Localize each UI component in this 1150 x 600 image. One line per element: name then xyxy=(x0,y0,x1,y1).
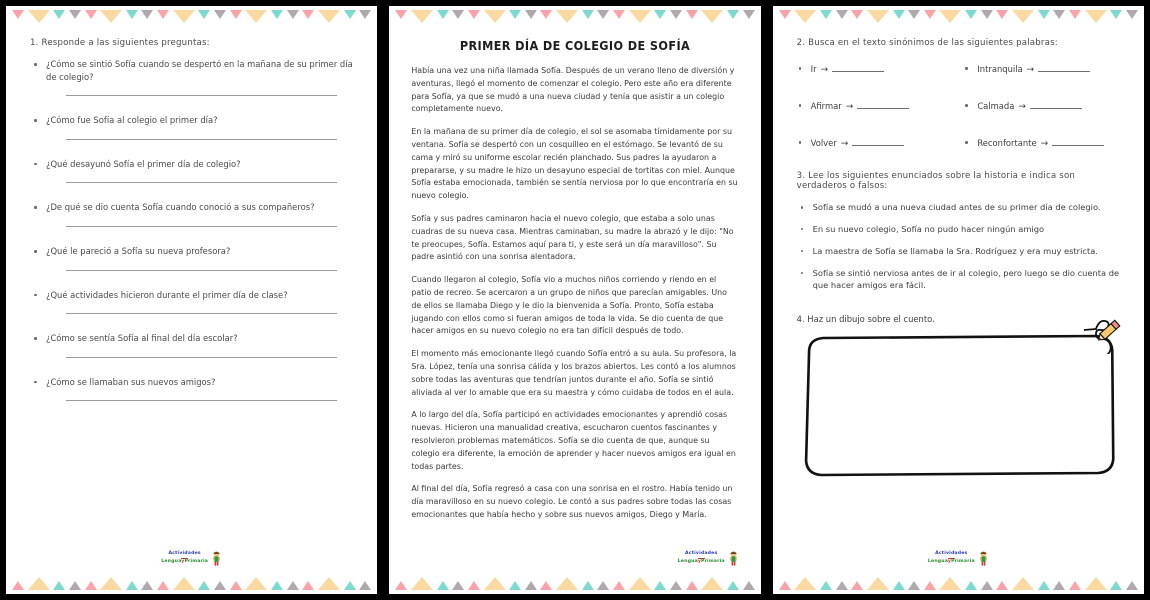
drawing-heading: 4. Haz un dibujo sobre el cuento. xyxy=(796,314,935,325)
bunting-triangle xyxy=(525,581,537,590)
bunting-triangle xyxy=(629,10,651,23)
story-paragraph: Al final del día, Sofía regresó a casa con una sonrisa en el rostro. Había tenido un día maravilloso en su nuevo colegio. Le contó a sus padres sobre todas las cosas emocionantes que había hecho y sobre sus nuevos amigos, Diego y María. xyxy=(411,484,733,519)
bunting-triangle xyxy=(597,10,609,19)
synonyms-grid xyxy=(795,62,1122,149)
synonym-row xyxy=(795,62,956,75)
answer-line[interactable] xyxy=(66,182,337,183)
logo-word-lengua: Lengua xyxy=(927,559,948,565)
list-item[interactable]: La maestra de Sofía se llamaba la Sra. Rodríguez y era muy estricta. xyxy=(795,245,1122,258)
bunting-bottom xyxy=(773,570,1144,594)
page-2-story xyxy=(389,6,760,594)
bunting-triangle xyxy=(69,581,81,590)
bunting-triangle xyxy=(100,10,122,23)
synonym-row xyxy=(795,99,956,112)
logo-text xyxy=(161,552,208,565)
bunting-triangle xyxy=(53,10,65,19)
footer-logo xyxy=(389,551,760,566)
bunting-triangle xyxy=(1012,10,1034,23)
bunting-triangle xyxy=(981,581,993,590)
question-text: ¿Qué le pareció a Sofía su nueva profesora? xyxy=(46,246,231,257)
bunting-triangle xyxy=(686,10,698,19)
bunting-triangle xyxy=(245,10,267,23)
list-item xyxy=(28,158,355,184)
synonym-word: Calmada xyxy=(977,101,1015,111)
synonym-word: Intranquila xyxy=(977,64,1023,74)
question-text: ¿Cómo fue Sofía al colegio el primer día? xyxy=(46,115,218,126)
bunting-triangle xyxy=(779,10,791,19)
bunting-triangle xyxy=(686,581,698,590)
bunting-triangle xyxy=(452,581,464,590)
bunting-triangle xyxy=(556,10,578,23)
bunting-triangle xyxy=(525,10,537,19)
bunting-triangle xyxy=(836,581,848,590)
bunting-triangle xyxy=(654,581,666,590)
arrow-icon: → xyxy=(840,139,849,149)
bunting-triangle xyxy=(701,10,723,23)
list-item xyxy=(28,58,355,96)
bunting-triangle xyxy=(100,577,122,590)
bunting-triangle xyxy=(157,10,169,19)
bunting-triangle xyxy=(670,10,682,19)
synonym-row xyxy=(961,62,1122,75)
logo-word-y: y xyxy=(697,559,702,565)
bunting-triangle xyxy=(540,10,552,19)
bunting-triangle xyxy=(318,10,340,23)
bunting-triangle xyxy=(981,10,993,19)
question-text: ¿Cómo se llamaban sus nuevos amigos? xyxy=(46,376,216,387)
answer-line[interactable] xyxy=(66,313,337,314)
bunting-triangle xyxy=(12,10,24,19)
synonym-row xyxy=(961,136,1122,149)
list-item xyxy=(28,376,355,402)
bunting-triangle xyxy=(12,581,24,590)
bunting-triangle xyxy=(126,10,138,19)
logo-word-primaria: Primaria xyxy=(184,559,209,565)
bunting-triangle xyxy=(1085,10,1107,23)
bunting-triangle xyxy=(794,577,816,590)
synonym-word: Afirmar xyxy=(810,101,842,111)
bunting-triangle xyxy=(287,10,299,19)
question-text: ¿Qué actividades hicieron durante el primer día de clase? xyxy=(46,289,288,300)
bunting-triangle xyxy=(437,581,449,590)
logo-word-primaria: Primaria xyxy=(701,559,725,565)
logo-word-y: y xyxy=(181,559,185,565)
synonyms-heading: 2. Busca en el texto sinónimos de las siguientes palabras: xyxy=(796,38,1058,48)
logo-line-2 xyxy=(928,560,975,565)
logo-divider xyxy=(181,558,188,560)
bunting-triangle xyxy=(851,10,863,19)
synonym-word: Reconfortante xyxy=(977,138,1037,148)
answer-line[interactable] xyxy=(66,139,337,140)
bunting-triangle xyxy=(157,581,169,590)
drawing-area[interactable] xyxy=(797,330,1120,480)
bunting-triangle xyxy=(395,10,407,19)
list-item xyxy=(28,289,355,315)
drawing-box[interactable] xyxy=(797,330,1120,480)
synonym-input[interactable] xyxy=(857,99,909,109)
bunting-bottom xyxy=(389,570,760,594)
bunting-triangle xyxy=(597,581,609,590)
story-paragraph: El momento más emocionante llegó cuando Sofía entró a su aula. Su profesora, la Sra. López, tenía una sonrisa cálida y los brazos abiertos. Les contó a los alumnos sobre todas las aventuras que tendrían juntos durante el año. Sofía se sintió aliviada al ver lo amable que era su maestra y cómo cuidaba de todos en el aula. xyxy=(411,349,737,397)
bunting-triangle xyxy=(198,10,210,19)
bunting-triangle xyxy=(198,581,210,590)
bunting-triangle xyxy=(245,577,267,590)
logo-divider xyxy=(948,558,955,560)
bunting-triangle xyxy=(1069,581,1081,590)
bunting-triangle xyxy=(230,10,242,19)
bunting-triangle xyxy=(468,10,480,19)
bunting-triangle xyxy=(908,10,920,19)
bunting-triangle xyxy=(1069,10,1081,19)
bunting-triangle xyxy=(1110,581,1122,590)
page-1-questions xyxy=(6,6,377,594)
story-paragraph: En la mañana de su primer día de colegio, el sol se asomaba tímidamente por su ventana. Sofía se despertó con un cosquilleo en el estómago. Se levantó de su cama y miró su uniforme escolar recién planchado. Sus padres la ayudaron a prepararse, y su madre le hizo un desayuno especial de tortitas con miel. Aunque Sofía estaba emocionada, también se sentía nerviosa por lo que encontraría en su nuevo colegio. xyxy=(411,127,738,201)
arrow-icon: → xyxy=(1040,139,1049,149)
synonym-row xyxy=(961,99,1122,112)
bunting-triangle xyxy=(1012,577,1034,590)
list-item[interactable]: Sofía se sintió nerviosa antes de ir al colegio, pero luego se dio cuenta de que hacer amigos era fácil. xyxy=(795,267,1122,293)
bunting-top xyxy=(6,6,377,28)
bunting-triangle xyxy=(484,10,506,23)
bunting-triangle xyxy=(1126,10,1138,19)
bunting-triangle xyxy=(1126,581,1138,590)
question-list xyxy=(28,58,355,401)
story-paragraph: Cuando llegaron al colegio, Sofía vio a muchos niños corriendo y riendo en el patio de recreo. Se acercaron a un grupo de niños que parecían amigables. Uno de ellos se llamaba Diego y le dio la bienvenida a Sofía. Pronto, Sofía estaba jugando con ellos como si fueran amigos de toda la vida. Se dio cuenta de que hacer amigos en su nuevo colegio no era tan difícil después de todo. xyxy=(411,275,727,336)
bunting-triangle xyxy=(939,10,961,23)
logo-word-y: y xyxy=(947,559,952,565)
synonym-input[interactable] xyxy=(832,62,884,72)
footer-logo xyxy=(6,551,377,566)
list-item xyxy=(28,332,355,358)
answer-line[interactable] xyxy=(66,357,337,358)
bunting-triangle xyxy=(318,577,340,590)
bunting-triangle xyxy=(359,10,371,19)
arrow-icon: → xyxy=(820,65,829,75)
bunting-triangle xyxy=(613,581,625,590)
bunting-triangle xyxy=(701,577,723,590)
bunting-triangle xyxy=(395,581,407,590)
bunting-triangle xyxy=(540,581,552,590)
synonym-input[interactable] xyxy=(1030,99,1082,109)
bunting-triangle xyxy=(996,581,1008,590)
story-paragraph: Sofía y sus padres caminaron hacia el nuevo colegio, que estaba a solo unas cuadras de su nueva casa. Mientras caminaban, su madre la abrazó y le dijo: "No te preocupes, Sofía. Estamos aquí para ti, y este será un día maravilloso". Su padre asintió con una sonrisa alentadora. xyxy=(411,213,734,262)
bunting-triangle xyxy=(582,581,594,590)
bunting-triangle xyxy=(743,10,755,19)
truefalse-heading: 3. Lee los siguientes enunciados sobre la historia e indica son verdaderos o falsos: xyxy=(796,171,1076,191)
bunting-triangle xyxy=(867,577,889,590)
bunting-triangle xyxy=(727,10,739,19)
bunting-triangle xyxy=(893,10,905,19)
question-text: ¿Cómo se sentía Sofía al final del día escolar? xyxy=(46,333,238,344)
logo-line-1: Actividades xyxy=(935,550,968,556)
bunting-triangle xyxy=(85,10,97,19)
bunting-triangle xyxy=(141,10,153,19)
answer-line[interactable] xyxy=(66,270,337,271)
page-2-body xyxy=(389,28,760,570)
bunting-triangle xyxy=(893,581,905,590)
bunting-triangle xyxy=(484,577,506,590)
bunting-triangle xyxy=(173,577,195,590)
list-item[interactable]: En su nuevo colegio, Sofía no pudo hacer ningún amigo xyxy=(795,223,1122,236)
bunting-triangle xyxy=(271,10,283,19)
bunting-triangle xyxy=(924,581,936,590)
story-text xyxy=(411,65,738,522)
synonym-input[interactable] xyxy=(852,136,904,146)
bunting-triangle xyxy=(1110,10,1122,19)
bunting-triangle xyxy=(1085,577,1107,590)
bunting-triangle xyxy=(836,10,848,19)
bunting-triangle xyxy=(908,581,920,590)
bunting-triangle xyxy=(411,577,433,590)
bunting-triangle xyxy=(556,577,578,590)
bunting-triangle xyxy=(214,10,226,19)
page-title: PRIMER DÍA DE COLEGIO DE SOFÍA xyxy=(459,38,691,53)
bunting-triangle xyxy=(28,577,50,590)
bunting-triangle xyxy=(1053,581,1065,590)
arrow-icon: → xyxy=(1026,65,1035,75)
question-text: ¿Cómo se sintió Sofía cuando se despertó en la mañana de su primer día de colegio? xyxy=(46,59,353,82)
bunting-bottom xyxy=(6,570,377,594)
kid-mascot-icon xyxy=(978,551,989,566)
truefalse-list xyxy=(795,201,1122,292)
bunting-triangle xyxy=(302,581,314,590)
answer-line[interactable] xyxy=(66,400,337,401)
logo-line-2 xyxy=(678,560,725,565)
question-text: ¿Qué desayunó Sofía el primer día de colegio? xyxy=(46,158,241,169)
arrow-icon: → xyxy=(1018,102,1026,112)
bunting-triangle xyxy=(53,581,65,590)
bunting-triangle xyxy=(996,10,1008,19)
bunting-triangle xyxy=(1038,10,1050,19)
bunting-triangle xyxy=(727,581,739,590)
list-item xyxy=(28,245,355,271)
logo-divider xyxy=(698,558,705,560)
bunting-triangle xyxy=(851,581,863,590)
bunting-triangle xyxy=(939,577,961,590)
bunting-triangle xyxy=(452,10,464,19)
page-1-body xyxy=(6,28,377,570)
bunting-triangle xyxy=(302,10,314,19)
synonym-word: Volver xyxy=(810,138,837,148)
bunting-triangle xyxy=(509,581,521,590)
bunting-triangle xyxy=(743,581,755,590)
bunting-triangle xyxy=(468,581,480,590)
bunting-triangle xyxy=(509,10,521,19)
logo-text xyxy=(678,552,725,565)
list-item xyxy=(28,201,355,227)
logo-line-1: Actividades xyxy=(168,550,201,556)
bunting-triangle xyxy=(359,581,371,590)
kid-mascot-icon xyxy=(728,551,739,566)
page-3-exercises xyxy=(773,6,1144,594)
logo-word-lengua: Lengua xyxy=(677,559,698,565)
bunting-triangle xyxy=(437,10,449,19)
arrow-icon: → xyxy=(845,102,854,112)
bunting-triangle xyxy=(411,10,433,23)
bunting-triangle xyxy=(794,10,816,23)
bunting-triangle xyxy=(126,581,138,590)
bunting-triangle xyxy=(582,10,594,19)
page-3-body xyxy=(773,28,1144,570)
synonym-row xyxy=(795,136,956,149)
bunting-triangle xyxy=(820,10,832,19)
bunting-triangle xyxy=(654,10,666,19)
footer-logo xyxy=(773,551,1144,566)
logo-text xyxy=(928,552,975,565)
page-1-heading: 1. Responde a las siguientes preguntas: xyxy=(30,38,210,48)
bunting-triangle xyxy=(230,581,242,590)
synonym-input[interactable] xyxy=(1052,136,1104,146)
bunting-triangle xyxy=(779,581,791,590)
bunting-triangle xyxy=(820,581,832,590)
bunting-triangle xyxy=(214,581,226,590)
bunting-triangle xyxy=(28,10,50,23)
bunting-triangle xyxy=(867,10,889,23)
bunting-triangle xyxy=(613,10,625,19)
story-paragraph: A lo largo del día, Sofía participó en actividades emocionantes y aprendió cosas nuevas. Hicieron una manualidad creativa, escucharon cuentos fascinantes y resolvieron problemas matemáticos. Sofía se dio cuenta de que, aunque su colegio era diferente, la emoción de aprender y hacer nuevos amigos era igual en todas partes. xyxy=(411,410,736,471)
bunting-triangle xyxy=(173,10,195,23)
pencil-icon xyxy=(1084,316,1124,354)
bunting-triangle xyxy=(965,10,977,19)
bunting-triangle xyxy=(287,581,299,590)
bunting-triangle xyxy=(924,10,936,19)
synonym-word: Ir xyxy=(810,64,817,74)
list-item[interactable]: Sofía se mudó a una nueva ciudad antes de su primer día de colegio. xyxy=(795,201,1122,214)
question-text: ¿De qué se dio cuenta Sofía cuando conoció a sus compañeros? xyxy=(46,202,315,213)
bunting-triangle xyxy=(85,581,97,590)
logo-line-1: Actividades xyxy=(685,550,718,556)
logo-word-lengua: Lengua xyxy=(161,559,182,565)
answer-line[interactable] xyxy=(66,226,337,227)
bunting-top xyxy=(389,6,760,28)
bunting-triangle xyxy=(965,581,977,590)
synonym-input[interactable] xyxy=(1038,62,1090,72)
bunting-triangle xyxy=(344,581,356,590)
bunting-top xyxy=(773,6,1144,28)
kid-mascot-icon xyxy=(211,551,222,566)
bunting-triangle xyxy=(271,581,283,590)
bunting-triangle xyxy=(141,581,153,590)
bunting-triangle xyxy=(1038,581,1050,590)
logo-word-primaria: Primaria xyxy=(951,559,975,565)
bunting-triangle xyxy=(629,577,651,590)
answer-line[interactable] xyxy=(66,95,337,96)
logo-line-2 xyxy=(161,560,208,565)
bunting-triangle xyxy=(670,581,682,590)
bunting-triangle xyxy=(344,10,356,19)
bunting-triangle xyxy=(69,10,81,19)
story-paragraph: Había una vez una niña llamada Sofía. Después de un verano lleno de diversión y aventuras, llegó el momento de comenzar el colegio. Pero este año era diferente para Sofía, ya que se mudó a una nueva ciudad y tenía que asistir a un colegio completamente nuevo. xyxy=(411,66,735,114)
bunting-triangle xyxy=(1053,10,1065,19)
list-item xyxy=(28,114,355,140)
